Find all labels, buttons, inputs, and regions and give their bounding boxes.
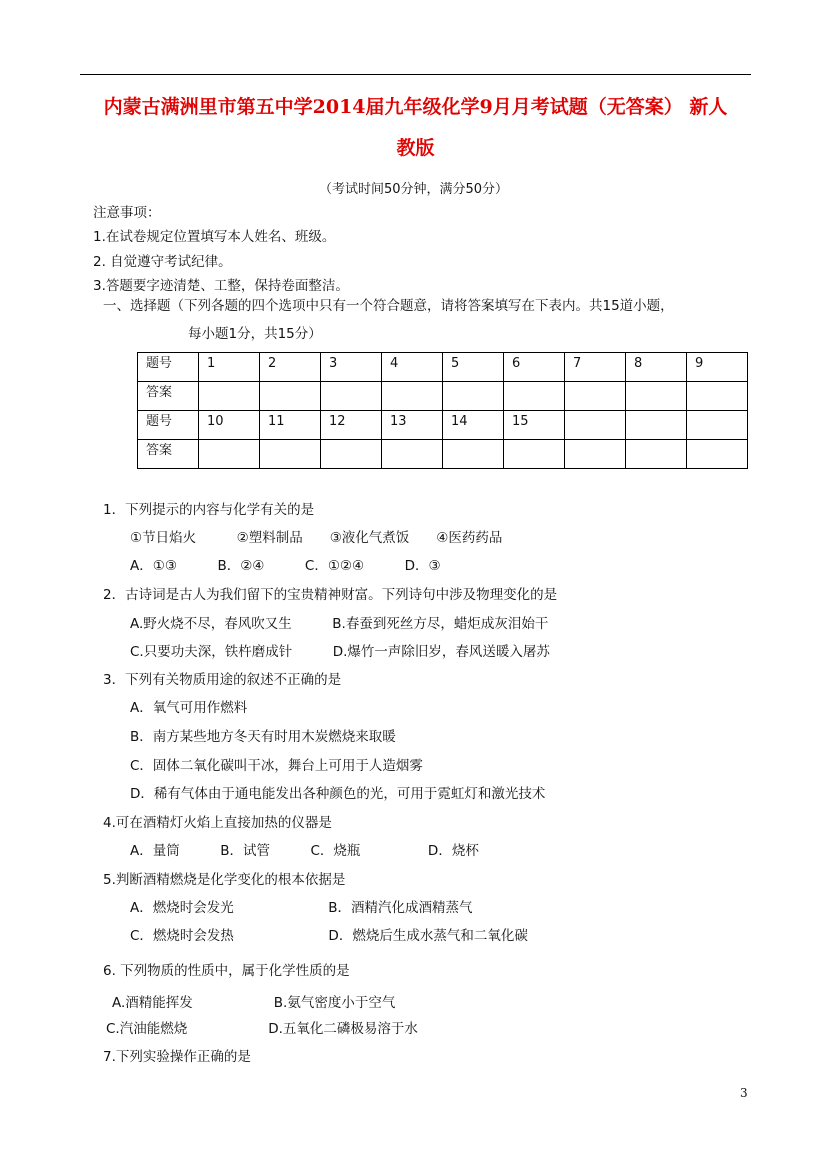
question-stem: 2．古诗词是古人为我们留下的宝贵精神财富。下列诗句中涉及物理变化的是 — [103, 587, 558, 603]
answer-table — [137, 352, 748, 469]
notes-heading: 注意事项： — [93, 205, 161, 221]
table-cell — [565, 411, 626, 440]
answer-cell[interactable] — [565, 382, 626, 411]
answer-cell[interactable] — [626, 440, 687, 469]
question-stem: 4.可在酒精灯火焰上直接加热的仪器是 — [103, 815, 332, 831]
table-row — [138, 411, 748, 440]
answer-cell[interactable] — [260, 440, 321, 469]
table-row — [138, 440, 748, 469]
table-cell: 10 — [199, 411, 260, 440]
note-item: 3.答题要字迹清楚、工整，保持卷面整洁。 — [93, 278, 349, 294]
table-cell: 9 — [687, 353, 748, 382]
answer-cell[interactable] — [687, 382, 748, 411]
question-option-line: A．氧气可用作燃料 — [130, 700, 248, 716]
page-number: 3 — [740, 1086, 748, 1100]
question-option-line: C．固体二氧化碳叫干冰，舞台上可用于人造烟雾 — [130, 758, 423, 774]
question-option-line: C.只要功夫深，铁杵磨成针 D.爆竹一声除旧岁，春风送暖入屠苏 — [130, 644, 550, 660]
table-cell: 4 — [382, 353, 443, 382]
table-cell: 2 — [260, 353, 321, 382]
answer-cell[interactable] — [199, 440, 260, 469]
table-cell: 1 — [199, 353, 260, 382]
table-cell: 6 — [504, 353, 565, 382]
page-title-line2: 教版 — [396, 137, 435, 159]
table-row — [138, 382, 748, 411]
table-cell — [626, 411, 687, 440]
question-option-line: C.汽油能燃烧 D.五氧化二磷极易溶于水 — [106, 1021, 418, 1037]
exam-subtitle: （考试时间50分钟，满分50分） — [318, 182, 509, 197]
question-stem: 6. 下列物质的性质中，属于化学性质的是 — [103, 963, 350, 979]
table-cell — [687, 411, 748, 440]
question-stem: 7.下列实验操作正确的是 — [103, 1049, 251, 1065]
question-stem: 3．下列有关物质用途的叙述不正确的是 — [103, 672, 342, 688]
table-cell: 答案 — [138, 382, 199, 411]
note-item: 1.在试卷规定位置填写本人姓名、班级。 — [93, 229, 336, 245]
table-cell: 8 — [626, 353, 687, 382]
table-row — [138, 353, 748, 382]
table-cell: 11 — [260, 411, 321, 440]
answer-cell[interactable] — [382, 440, 443, 469]
table-cell: 12 — [321, 411, 382, 440]
table-cell: 15 — [504, 411, 565, 440]
table-cell: 7 — [565, 353, 626, 382]
answer-cell[interactable] — [260, 382, 321, 411]
table-cell: 题号 — [138, 353, 199, 382]
answer-cell[interactable] — [504, 382, 565, 411]
answer-cell[interactable] — [504, 440, 565, 469]
answer-cell[interactable] — [382, 382, 443, 411]
answer-cell[interactable] — [199, 382, 260, 411]
table-cell: 3 — [321, 353, 382, 382]
question-stem: 5.判断酒精燃烧是化学变化的根本依据是 — [103, 872, 346, 888]
answer-cell[interactable] — [321, 440, 382, 469]
question-stem: 1．下列提示的内容与化学有关的是 — [103, 502, 315, 518]
question-option-line: B．南方某些地方冬天有时用木炭燃烧来取暖 — [130, 729, 396, 745]
question-option-line: C．燃烧时会发热 D．燃烧后生成水蒸气和二氧化碳 — [130, 928, 528, 944]
table-cell: 14 — [443, 411, 504, 440]
question-option-line: D．稀有气体由于通电能发出各种颜色的光，可用于霓虹灯和激光技术 — [130, 786, 546, 802]
answer-cell[interactable] — [687, 440, 748, 469]
table-cell: 答案 — [138, 440, 199, 469]
question-option-line: A.野火烧不尽，春风吹又生 B.春蚕到死丝方尽，蜡炬成灰泪始干 — [130, 616, 549, 632]
table-cell: 题号 — [138, 411, 199, 440]
answer-cell[interactable] — [443, 440, 504, 469]
answer-cell[interactable] — [626, 382, 687, 411]
answer-cell[interactable] — [321, 382, 382, 411]
answer-cell[interactable] — [443, 382, 504, 411]
question-option-line: A．燃烧时会发光 B．酒精汽化成酒精蒸气 — [130, 900, 473, 916]
page-title-line1: 内蒙古满洲里市第五中学2014届九年级化学9月月考试题（无答案） 新人 — [103, 96, 728, 118]
section-heading: 一、选择题（下列各题的四个选项中只有一个符合题意，请将答案填写在下表内。共15道小题， — [103, 298, 674, 314]
question-option-line: A．量筒 B．试管 C．烧瓶 D．烧杯 — [130, 843, 479, 859]
answer-cell[interactable] — [565, 440, 626, 469]
table-cell: 13 — [382, 411, 443, 440]
table-cell: 5 — [443, 353, 504, 382]
question-option-line: ①节日焰火 ②塑料制品 ③液化气煮饭 ④医药药品 — [130, 530, 503, 546]
note-item: 2. 自觉遵守考试纪律。 — [93, 254, 232, 270]
section-heading-cont: 每小题1分，共15分） — [188, 326, 322, 342]
question-option-line: A．①③ B．②④ C．①②④ D．③ — [130, 558, 441, 574]
question-option-line: A.酒精能挥发 B.氨气密度小于空气 — [112, 995, 396, 1011]
header-rule — [80, 74, 751, 75]
